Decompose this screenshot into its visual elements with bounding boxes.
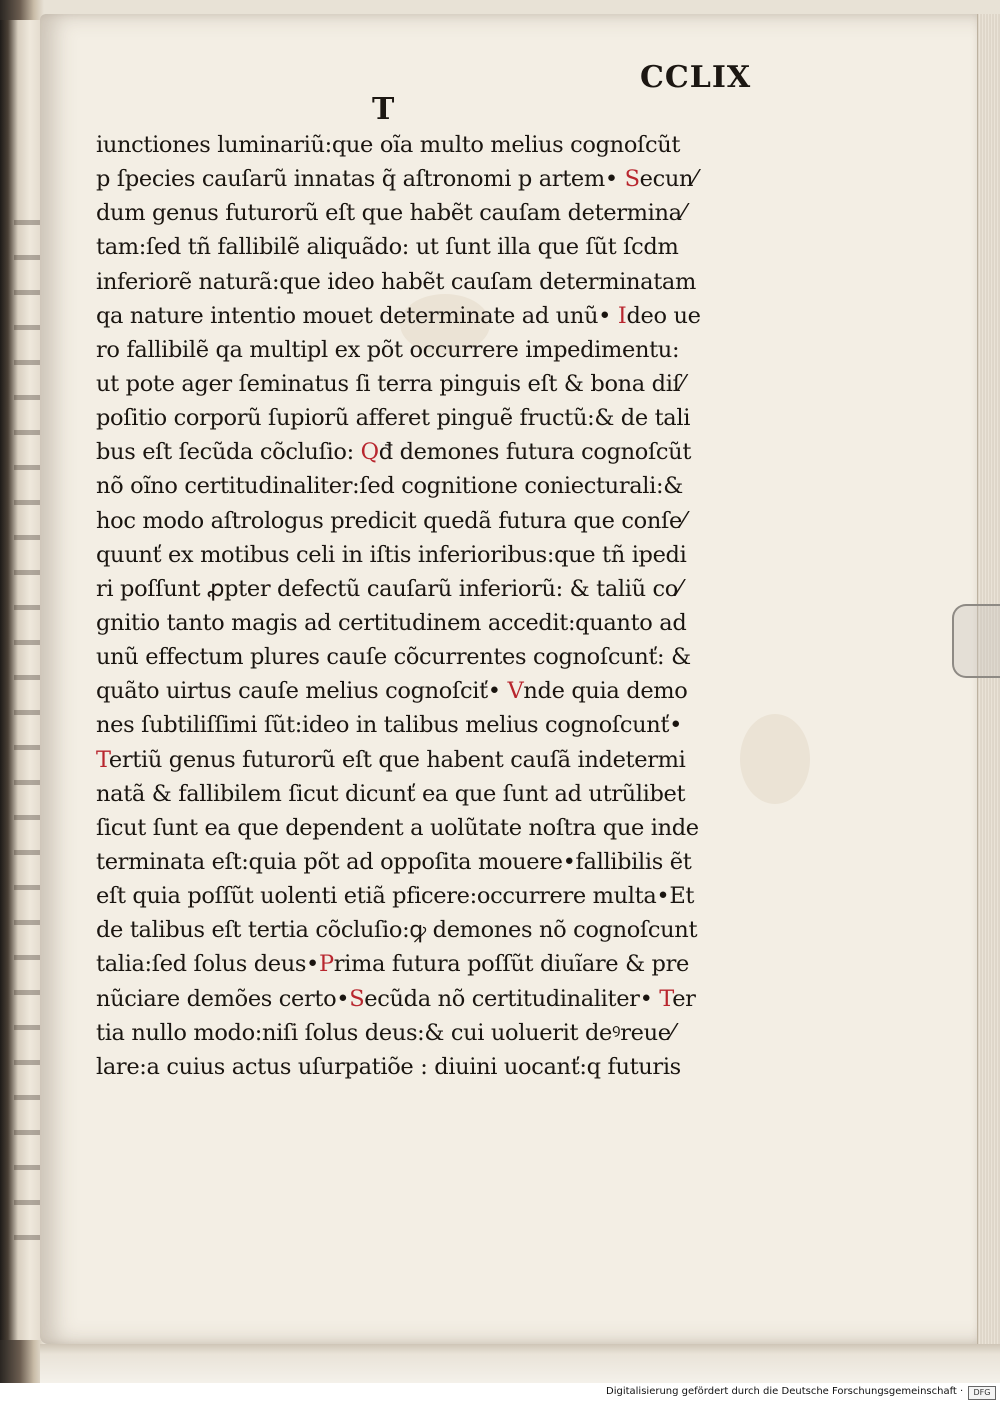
facing-page-text-mark <box>14 920 40 925</box>
text-line <box>96 333 756 367</box>
text-line <box>96 162 756 196</box>
text-segment: natã & fallibilem ſicut dicunť ea que ſunt ad utrũlibet <box>96 780 686 807</box>
rubricated-initial: T <box>659 985 673 1012</box>
facing-page-text-mark <box>14 640 40 645</box>
text-line <box>96 674 756 708</box>
text-line <box>96 743 756 777</box>
text-segment: ro fallibilẽ qa multipl ex põt occurrere impedimentu: <box>96 336 680 363</box>
text-line <box>96 777 756 811</box>
text-segment: inferiorẽ naturã:que ideo habẽt cauſam determinatam <box>96 268 696 295</box>
facing-page-text-mark <box>14 1095 40 1100</box>
rubricated-initial: Q <box>360 439 379 466</box>
rubricated-initial: V <box>507 678 524 705</box>
text-segment: unũ effectum plures cauſe cõcurrentes cognoſcunť: & <box>96 644 691 671</box>
facing-page-text-mark <box>14 325 40 330</box>
text-segment: iunctiones luminariũ:que oĩa multo melius cognoſcũt <box>96 132 681 158</box>
facing-page-text-mark <box>14 255 40 260</box>
text-segment: eſt quia poſſũt uolenti etiã pficere:occurrere multa•Et <box>96 883 695 910</box>
facing-page-text-mark <box>14 360 40 365</box>
facing-page-text-mark <box>14 1165 40 1170</box>
text-segment: qa nature intentio mouet determinate ad unũ• <box>96 302 618 329</box>
text-segment: tia nullo modo:niſi ſolus deus:& cui uoluerit deꝰreue⁄ <box>96 1019 675 1046</box>
text-line <box>96 435 756 469</box>
rubricated-initial: S <box>349 985 365 1012</box>
facing-page-edge <box>0 20 44 1340</box>
text-line <box>96 265 756 299</box>
facing-page-text-mark <box>14 220 40 225</box>
text-line <box>96 572 756 606</box>
facing-page-text-mark <box>14 815 40 820</box>
facing-page-text-mark <box>14 990 40 995</box>
text-line <box>96 230 756 264</box>
text-line <box>96 982 756 1016</box>
facing-page-text-mark <box>14 500 40 505</box>
text-line <box>96 845 756 879</box>
text-segment: ecun⁄ <box>639 166 697 193</box>
facing-page-text-mark <box>14 430 40 435</box>
text-line <box>96 469 756 503</box>
text-line <box>96 1050 756 1084</box>
dfg-logo: DFG <box>968 1386 996 1400</box>
facing-page-text-mark <box>14 465 40 470</box>
text-segment: ſicut ſunt ea que dependent a uolũtate noſtra que inde <box>96 814 699 841</box>
text-segment: deo ue <box>626 302 701 329</box>
facing-page-text-mark <box>14 1025 40 1030</box>
text-column <box>96 128 756 1084</box>
rubricated-initial: S <box>624 166 640 193</box>
text-segment: bus eſt ſecũda cõcluſio: <box>96 439 361 466</box>
facing-page-text-mark <box>14 850 40 855</box>
guide-letter: T <box>372 92 395 127</box>
facing-page-text-mark <box>14 1235 40 1240</box>
text-line <box>96 640 756 674</box>
digitization-caption: Digitalisierung gefördert durch die Deutsche Forschungsgemeinschaft · <box>606 1386 964 1397</box>
facing-page-text-mark <box>14 605 40 610</box>
text-segment: ri poſſunt ꝓpter defectũ cauſarũ inferiorũ: & taliũ co⁄ <box>96 575 682 602</box>
folio-number: CCLIX <box>640 60 752 95</box>
text-segment: ertiũ genus futurorũ eſt que habent cauſã indetermi <box>108 746 686 773</box>
text-line <box>96 401 756 435</box>
text-segment: ecũda nõ certitudinaliter• <box>364 985 660 1012</box>
text-line <box>96 128 756 162</box>
text-segment: talia:ſed ſolus deus• <box>96 951 319 978</box>
text-segment: lare:a cuius actus uſurpatiõe : diuini uocanť:q futuris <box>96 1053 681 1080</box>
facing-page-text-mark <box>14 955 40 960</box>
text-segment: p ſpecies cauſarũ innatas q̃ aſtronomi p artem• <box>96 166 625 193</box>
text-line <box>96 708 756 742</box>
text-line <box>96 1016 756 1050</box>
facing-page-text-mark <box>14 570 40 575</box>
text-line <box>96 367 756 401</box>
facing-page-text-mark <box>14 1060 40 1065</box>
text-segment: poſitio corporũ ſupiorũ afferet pinguẽ fructũ:& de tali <box>96 405 691 432</box>
page-stack-edge <box>977 14 1000 1344</box>
text-segment: quãto uirtus cauſe melius cognoſciť• <box>96 678 508 705</box>
book-clip <box>952 604 1000 678</box>
facing-page-text-mark <box>14 710 40 715</box>
facing-page-text-mark <box>14 1130 40 1135</box>
facing-page-text-mark <box>14 745 40 750</box>
text-segment: nõ oĩno certitudinaliter:ſed cognitione coniecturali:& <box>96 473 683 500</box>
rubricated-initial: T <box>96 746 109 773</box>
text-segment: nes ſubtiliſſimi ſũt:ideo in talibus melius cognoſcunť• <box>96 712 683 739</box>
text-segment: gnitio tanto magis ad certitudinem accedit:quanto ad <box>96 609 687 636</box>
text-line <box>96 606 756 640</box>
text-segment: đ demones futura cognoſcũt <box>378 439 692 466</box>
facing-page-text-mark <box>14 675 40 680</box>
text-line <box>96 913 756 947</box>
facing-page-text-mark <box>14 395 40 400</box>
text-segment: hoc modo aſtrologus predicit quedã futura que conſe⁄ <box>96 507 686 534</box>
facing-page-text-mark <box>14 1200 40 1205</box>
text-line <box>96 504 756 538</box>
facing-page-text-mark <box>14 535 40 540</box>
text-segment: er <box>672 985 696 1012</box>
text-segment: quunť ex motibus celi in iſtis inferioribus:que tñ ipedi <box>96 541 687 568</box>
text-segment: tam:ſed tñ fallibilẽ aliquãdo: ut ſunt illa que ſũt ſcdm <box>96 234 679 261</box>
text-line <box>96 299 756 333</box>
text-segment: rima futura poſſũt diuĩare & pre <box>333 951 689 978</box>
text-line <box>96 879 756 913</box>
text-segment: terminata eſt:quia põt ad oppoſita mouere•fallibilis ẽt <box>96 848 692 875</box>
page-bottom-shadow <box>40 1344 1000 1383</box>
facing-page-text-mark <box>14 290 40 295</box>
text-line <box>96 811 756 845</box>
rubricated-initial: I <box>617 302 627 329</box>
text-line <box>96 196 756 230</box>
text-segment: dum genus futurorũ eſt que habẽt cauſam determina⁄ <box>96 200 686 227</box>
facing-page-text-mark <box>14 885 40 890</box>
text-segment: de talibus eſt tertia cõcluſio:ꝙ demones nõ cognoſcunt <box>96 917 698 944</box>
text-segment: ut pote ager ſeminatus ſi terra pinguis eſt & bona diſ⁄ <box>96 370 684 397</box>
rubricated-initial: P <box>318 951 334 978</box>
text-segment: nũciare demões certo• <box>96 985 350 1012</box>
facing-page-text-mark <box>14 780 40 785</box>
text-segment: nde quia demo <box>523 678 688 705</box>
text-line <box>96 947 756 981</box>
text-line <box>96 538 756 572</box>
